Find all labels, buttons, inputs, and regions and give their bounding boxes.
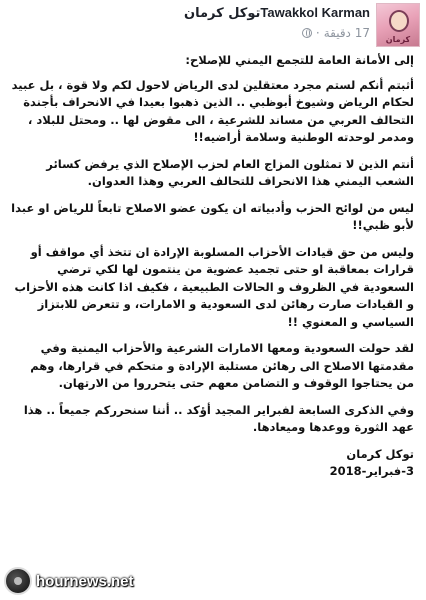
- author-name-arabic: توكل كرمان: [184, 6, 261, 21]
- post-meta: [298, 26, 370, 40]
- post-header: [0, 0, 426, 50]
- post-paragraph: ليس من لوائح الحزب وأدبياته ان يكون عضو الاصلاح تابعاً للرياض او عبدا لأبو ظبي!!: [11, 200, 414, 232]
- post-paragraph: وليس من حق قيادات الأحزاب المسلوبة الإرادة ان تتخذ أي مواقف أو قرارات بمعاقبة او حتى تجميد عضوية من ينتمون لها لكي ترضي السعودية في الظروف و الحالات الطبيعية ، فكيف اذا كانت هذه الأحزاب و القيادات صارت رهائن لدى السعودية و الامارات، و تتعرض للابتزاز السياسي و المعنوي !!: [14, 244, 414, 329]
- avatar-caption: كرمان: [385, 35, 411, 44]
- post-body: [10, 52, 414, 481]
- post-paragraph: لقد حولت السعودية ومعها الامارات الشرعية والأحزاب اليمنية وفي مقدمتها الاصلاح الى رهائن مستلبة الإرادة و متحكم في قرارها، وهم من يحتاجوا الوقوف و التضامن معهم حتى يتحرروا من الارتهان.: [30, 341, 414, 390]
- author-name-english: Tawakkol Karman: [260, 5, 370, 20]
- watermark-text: hournews.net: [36, 572, 134, 590]
- watermark-logo-icon: [4, 567, 32, 595]
- globe-icon[interactable]: [302, 28, 312, 38]
- author-name[interactable]: [178, 5, 370, 21]
- post-signature: توكل كرمان: [346, 446, 414, 461]
- profile-avatar[interactable]: [376, 3, 420, 47]
- post-date: 3-فبراير-2018: [329, 464, 414, 478]
- site-watermark: [4, 566, 134, 596]
- meta-separator: ·: [315, 26, 320, 40]
- post-paragraph: وفي الذكرى السابعة لفبراير المجيد أؤكد .. أننا سنحرركم جميعاً .. هذا عهد الثورة ووعدها وميعادها.: [23, 402, 414, 434]
- post-timestamp[interactable]: 17 دقيقة: [323, 26, 370, 40]
- post-paragraph: أثبتم أنكم لستم مجرد معتقلين لدى الرياض لاحول لكم ولا قوة ، بل عبيد لحكام الرياض وشيوخ أبوظبي .. الذين ذهبوا بعيدا في الانحراف بأجندة التحالف العربي من مساند للشرعية ، الى مقوض لها .. ومحتل للبلاد ، ومدمر لوحدته الوطنية وسلامة أراضيه!!: [11, 77, 414, 144]
- post-paragraph-greeting: إلى الأمانة العامة للتجمع اليمني للإصلاح:: [185, 53, 414, 67]
- post-paragraph: أنتم الذين لا تمثلون المزاج العام لحزب الإصلاح الذي يرفض كسائر الشعب اليمني هذا الانحراف للتحالف العربي وهذا العدوان.: [46, 156, 414, 188]
- avatar-portrait: [389, 10, 409, 32]
